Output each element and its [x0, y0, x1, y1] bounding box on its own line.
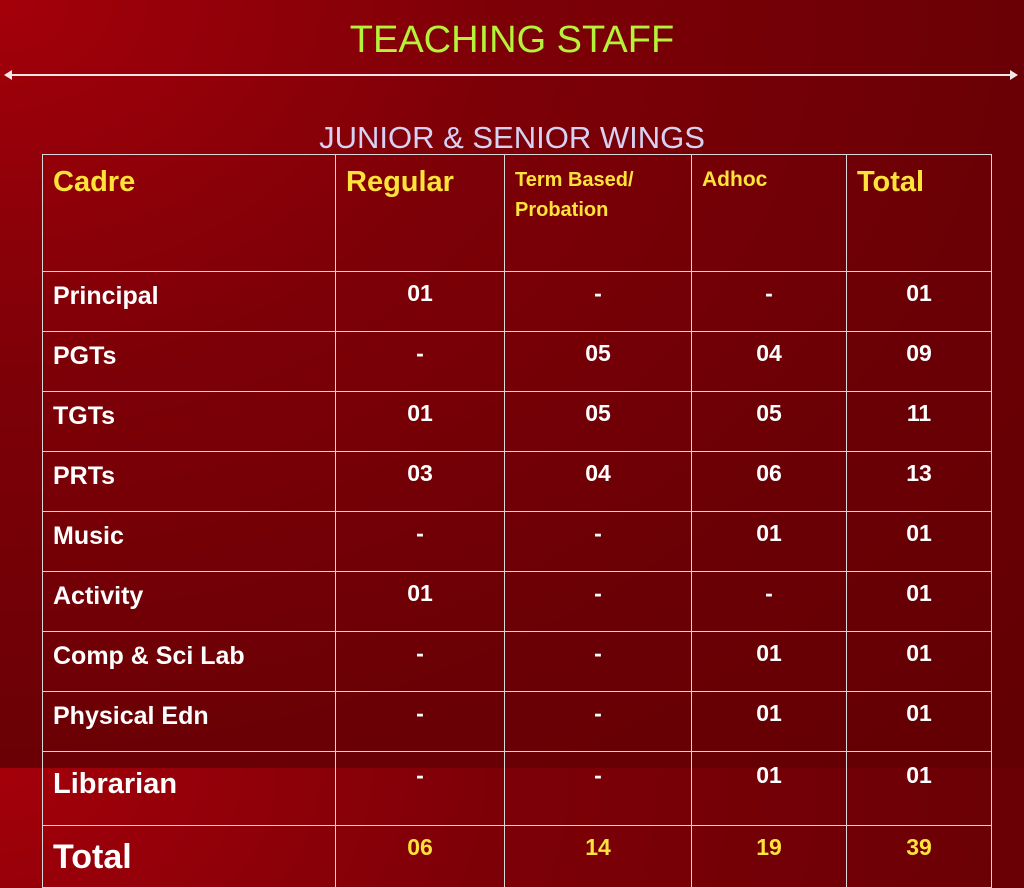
header-regular: Regular: [336, 155, 505, 272]
cell-total: 01: [847, 692, 992, 752]
cell-cadre: Librarian: [43, 752, 336, 826]
cell-total: 01: [847, 632, 992, 692]
cell-regular: -: [336, 632, 505, 692]
cell-adhoc: 04: [692, 332, 847, 392]
cell-regular: -: [336, 692, 505, 752]
cell-regular: 03: [336, 452, 505, 512]
table-row: [43, 752, 992, 826]
table-header-row: [43, 155, 992, 272]
header-term-based: Term Based/ Probation: [505, 155, 692, 272]
cell-cadre: PRTs: [43, 452, 336, 512]
cell-regular: -: [336, 332, 505, 392]
table-row: [43, 572, 992, 632]
cell-term-based: -: [505, 512, 692, 572]
cell-total: 01: [847, 572, 992, 632]
cell-total: 01: [847, 512, 992, 572]
cell-total: 01: [847, 752, 992, 826]
cell-regular: 01: [336, 272, 505, 332]
cell-term-based: -: [505, 272, 692, 332]
cell-adhoc: 01: [692, 512, 847, 572]
cell-term-based: 04: [505, 452, 692, 512]
page-title: TEACHING STAFF: [349, 19, 675, 61]
table-row: [43, 392, 992, 452]
cell-total: 39: [847, 826, 992, 888]
divider-line: [10, 74, 1012, 76]
table-row: [43, 692, 992, 752]
cell-adhoc: 01: [692, 692, 847, 752]
cell-cadre: Physical Edn: [43, 692, 336, 752]
cell-regular: 01: [336, 392, 505, 452]
cell-term-based: 05: [505, 332, 692, 392]
table-total-row: [43, 826, 992, 888]
header-total: Total: [847, 155, 992, 272]
cell-cadre: Activity: [43, 572, 336, 632]
cell-cadre: Total: [43, 826, 336, 888]
cell-term-based: -: [505, 632, 692, 692]
cell-total: 11: [847, 392, 992, 452]
header-adhoc: Adhoc: [692, 155, 847, 272]
cell-term-based: 14: [505, 826, 692, 888]
cell-total: 01: [847, 272, 992, 332]
cell-adhoc: 06: [692, 452, 847, 512]
cell-regular: -: [336, 752, 505, 826]
cell-regular: 01: [336, 572, 505, 632]
cell-cadre: PGTs: [43, 332, 336, 392]
title-divider: [4, 74, 1018, 76]
cell-term-based: -: [505, 572, 692, 632]
cell-adhoc: 19: [692, 826, 847, 888]
table-row: [43, 332, 992, 392]
cell-total: 13: [847, 452, 992, 512]
table-row: [43, 512, 992, 572]
cell-cadre: Principal: [43, 272, 336, 332]
cell-term-based: 05: [505, 392, 692, 452]
cell-regular: -: [336, 512, 505, 572]
table-row: [43, 272, 992, 332]
cell-adhoc: 01: [692, 752, 847, 826]
cell-adhoc: 01: [692, 632, 847, 692]
cell-cadre: Comp & Sci Lab: [43, 632, 336, 692]
cell-total: 09: [847, 332, 992, 392]
cell-adhoc: -: [692, 572, 847, 632]
right-arrowhead-icon: [1010, 70, 1018, 80]
page-subtitle: JUNIOR & SENIOR WINGS: [319, 120, 705, 155]
table-row: [43, 632, 992, 692]
cell-regular: 06: [336, 826, 505, 888]
cell-term-based: -: [505, 692, 692, 752]
cell-adhoc: -: [692, 272, 847, 332]
cell-adhoc: 05: [692, 392, 847, 452]
cell-term-based: -: [505, 752, 692, 826]
table-row: [43, 452, 992, 512]
staff-table: [42, 154, 992, 888]
header-cadre: Cadre: [43, 155, 336, 272]
cell-cadre: Music: [43, 512, 336, 572]
cell-cadre: TGTs: [43, 392, 336, 452]
